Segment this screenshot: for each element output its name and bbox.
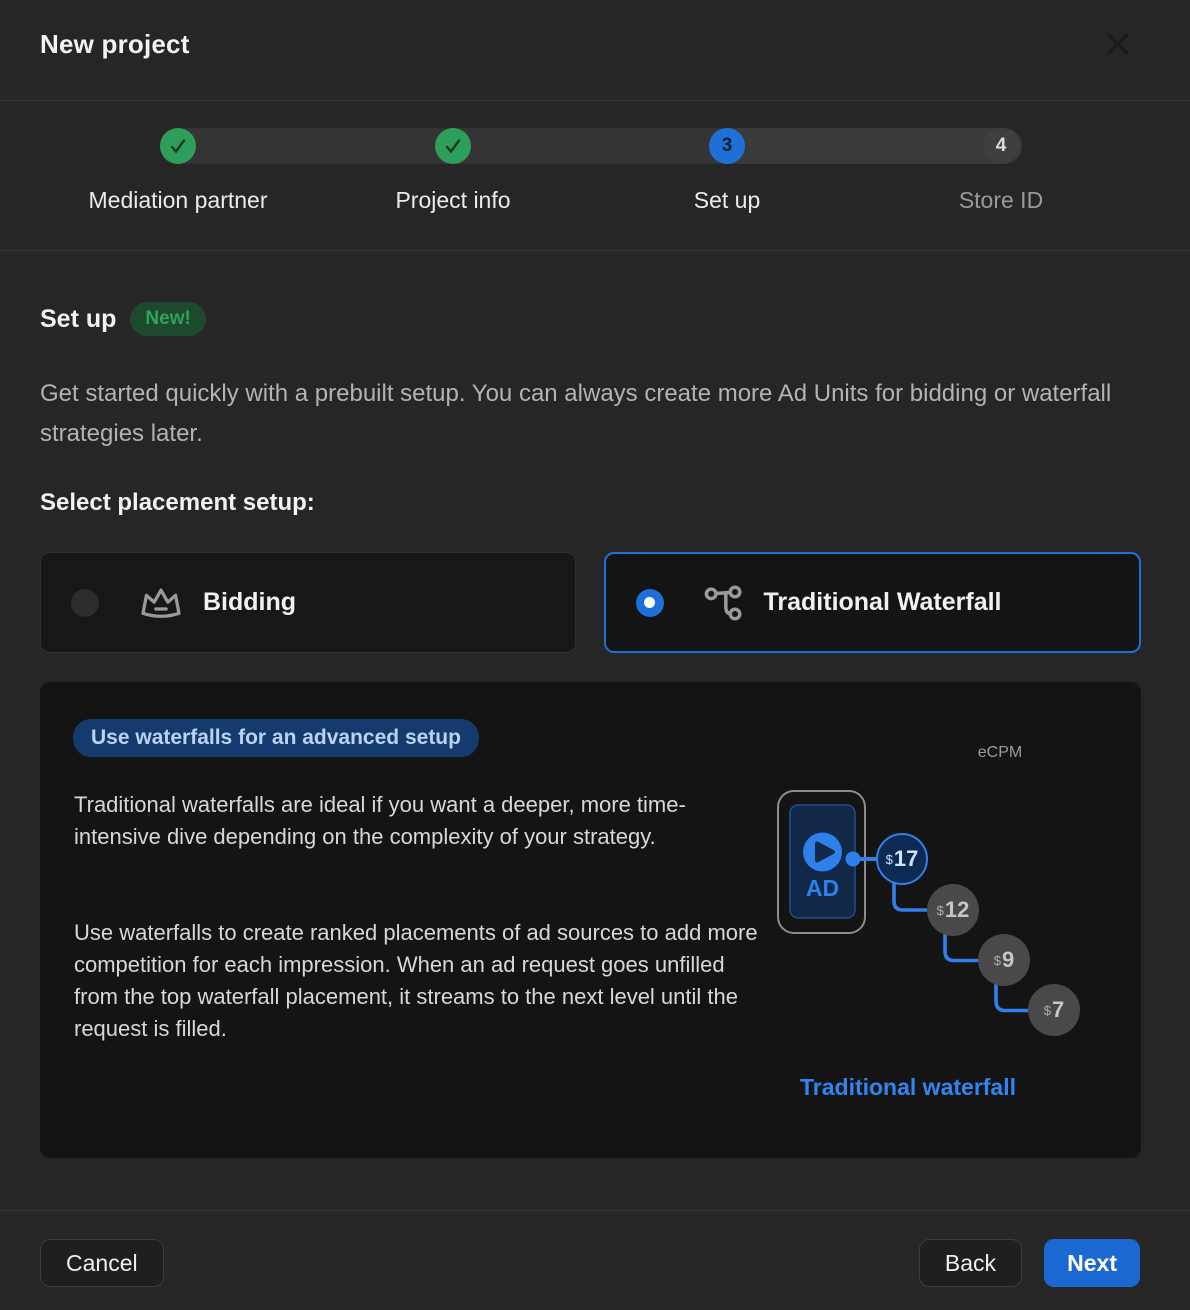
step-4-indicator [983, 128, 1019, 164]
elbow-connector [894, 884, 926, 910]
option-card-bidding[interactable] [40, 552, 576, 653]
ecpm-value: 12 [944, 897, 970, 922]
panel-paragraph-1: Traditional waterfalls are ideal if you want a deeper, more time-intensive dive depending on the complexity of your strategy. [74, 792, 686, 849]
ecpm-value: 7 [1051, 997, 1065, 1022]
section-title: Set up [40, 304, 117, 333]
currency-symbol: $ [1043, 1002, 1051, 1018]
waterfall-level-3 [978, 934, 1030, 986]
modal-header [0, 0, 1190, 101]
section-description: Get started quickly with a prebuilt setup. You can always create more Ad Units for bidding or waterfall strategies later. [40, 380, 1112, 447]
step-number: 3 [721, 135, 733, 156]
select-placement-label: Select placement setup: [40, 489, 315, 516]
stepper-track [160, 128, 1022, 164]
elbow-connector [945, 935, 977, 961]
step-label-project-info: Project info [395, 187, 511, 213]
back-button[interactable]: Back [919, 1239, 1022, 1287]
step-label-set-up: Set up [693, 187, 761, 213]
close-button[interactable] [1098, 25, 1138, 65]
currency-symbol: $ [885, 851, 893, 867]
stepper-track-remaining [727, 128, 1022, 164]
ad-label: AD [805, 875, 840, 901]
ecpm-value: 9 [1001, 947, 1015, 972]
step-label-mediation-partner: Mediation partner [88, 187, 268, 213]
next-button[interactable]: Next [1044, 1239, 1140, 1287]
radio-unselected[interactable] [71, 589, 99, 617]
step-3-indicator [709, 128, 745, 164]
option-label: Bidding [203, 588, 297, 616]
ecpm-value: 17 [893, 846, 919, 871]
new-badge: New! [130, 302, 205, 336]
check-icon [442, 135, 464, 157]
option-card-traditional-waterfall[interactable] [604, 552, 1142, 653]
waterfall-level-2 [927, 884, 979, 936]
option-label: Traditional Waterfall [763, 588, 1002, 616]
currency-symbol: $ [993, 952, 1001, 968]
close-icon [1101, 27, 1135, 61]
radio-selected[interactable] [636, 589, 664, 617]
step-label-store-id: Store ID [958, 187, 1044, 213]
ecpm-label: eCPM [977, 744, 1023, 761]
wizard-stepper [0, 101, 1190, 251]
waterfall-level-1 [876, 833, 928, 885]
branch-icon [702, 581, 746, 625]
currency-symbol: $ [936, 902, 944, 918]
panel-paragraph-2: Use waterfalls to create ranked placements of ad sources to add more competition for each impression. When an ad request goes unfilled from the top waterfall placement, it streams to the next level until the request is filled. [74, 920, 758, 1041]
elbow-connector [996, 985, 1027, 1011]
step-number: 4 [995, 135, 1007, 156]
step-1-indicator [160, 128, 196, 164]
panel-badge: Use waterfalls for an advanced setup [73, 719, 479, 757]
waterfall-info-panel [40, 682, 1141, 1158]
placement-options [40, 552, 1141, 653]
waterfall-level-4 [1028, 984, 1080, 1036]
modal-footer [0, 1210, 1190, 1310]
modal-title: New project [40, 29, 190, 59]
cancel-button[interactable]: Cancel [40, 1239, 164, 1287]
crown-icon [137, 582, 185, 624]
step-2-indicator [435, 128, 471, 164]
check-icon [167, 135, 189, 157]
diagram-caption: Traditional waterfall [800, 1074, 1016, 1100]
